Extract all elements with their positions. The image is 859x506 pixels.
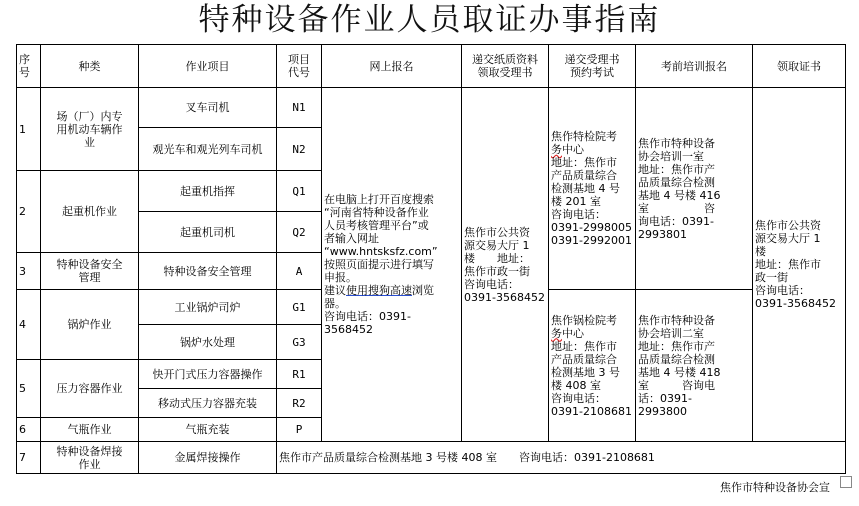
row-category: 特种设备安全 管理: [41, 253, 139, 290]
row-item: 金属焊接操作: [139, 442, 277, 474]
header-code: 项目 代号: [277, 45, 322, 88]
row-code: A: [277, 253, 322, 290]
table-row: [17, 442, 846, 474]
header-online: 网上报名: [322, 45, 462, 88]
row-seq: 5: [17, 360, 41, 418]
exam2-tail: 中心 地址：焦作市 产品质量综合 检测基地 3 号 楼 408 室 咨询电话： 0391-2108681: [551, 326, 632, 418]
exam1-mark: 务: [551, 143, 562, 156]
header-category: 种类: [41, 45, 139, 88]
row-seq: 7: [17, 442, 41, 474]
row-code: G1: [277, 290, 322, 325]
exam2-mark: 务: [551, 326, 562, 340]
header-submit: 递交纸质资料 领取受理书: [462, 45, 549, 88]
row-code: N2: [277, 128, 322, 171]
row-item: 起重机指挥: [139, 171, 277, 212]
training-cell-2: 焦作市特种设备 协会培训二室 地址：焦作市产 品质量综合检测 基地 4 号楼 418 室 咨询电 话：0391- 2993800: [636, 290, 753, 442]
exam1-tail: 中心 地址：焦作市 产品质量综合 检测基地 4 号 楼 201 室 咨询电话： 0391-2998005 0391-2992001: [551, 143, 632, 247]
row-code: R2: [277, 389, 322, 418]
page-title: 特种设备作业人员取证办事指南: [198, 2, 661, 38]
header-training: 考前培训报名: [636, 45, 753, 88]
certificate-cell: 焦作市公共资 源交易大厅 1 楼 地址：焦作市 政一街 咨询电话： 0391-3568452: [753, 88, 846, 442]
exam1-head: 焦作特检院考: [551, 130, 617, 143]
row-item-text: 快开门式压力容器操作: [152, 367, 263, 381]
row-item: 叉车司机: [139, 88, 277, 128]
browser-recommendation-link: 使用搜狗高速: [346, 284, 412, 297]
row-item: 锅炉水处理: [139, 325, 277, 360]
welding-contact-cell: 焦作市产品质量综合检测基地 3 号楼 408 室 咨询电话：0391-2108681: [277, 442, 846, 474]
submit-documents-cell: 焦作市公共资 源交易大厅 1 楼 地址： 焦作市政一街 咨询电话： 0391-3568452: [462, 88, 549, 442]
online-text-tail: 浏览 器。 咨询电话：0391- 3568452: [324, 284, 434, 336]
row-category: 场（厂）内专 用机动车辆作 业: [41, 88, 139, 171]
row-code: G3: [277, 325, 322, 360]
row-seq: 4: [17, 290, 41, 360]
exam-booking-cell-1: [549, 88, 636, 290]
row-category: 压力容器作业: [41, 360, 139, 418]
online-text: 在电脑上打开百度搜索 “河南省特种设备作业 人员考核管理平台”或 者输入网址 “www.hntsksfz.com” 按照页面提示进行填写 申报。 建议: [324, 193, 438, 297]
row-item: 观光车和观光列车司机: [139, 128, 277, 171]
header-row: [17, 45, 846, 88]
row-seq: 6: [17, 418, 41, 442]
row-seq: 1: [17, 88, 41, 171]
row-item: 气瓶充装: [139, 418, 277, 442]
row-category: 气瓶作业: [41, 418, 139, 442]
row-code: Q1: [277, 171, 322, 212]
header-cert: 领取证书: [753, 45, 846, 88]
checkbox-square: [840, 476, 852, 488]
training-cell-1: 焦作市特种设备 协会培训一室 地址：焦作市产 品质量综合检测 基地 4 号楼 416 室 咨 询电话：0391- 2993801: [636, 88, 753, 290]
row-item: [139, 360, 277, 389]
row-code: Q2: [277, 212, 322, 253]
row-category: 特种设备焊接 作业: [41, 442, 139, 474]
exam-booking-cell-2: [549, 290, 636, 442]
online-registration-cell: [322, 88, 462, 442]
row-code: N1: [277, 88, 322, 128]
row-code: R1: [277, 360, 322, 389]
header-seq: 序 号: [17, 45, 41, 88]
exam2-head: 焦作锅检院考: [551, 313, 617, 327]
row-category: 锅炉作业: [41, 290, 139, 360]
row-item: 特种设备安全管理: [139, 253, 277, 290]
row-item: 移动式压力容器充装: [139, 389, 277, 418]
row-seq: 2: [17, 171, 41, 253]
row-seq: 3: [17, 253, 41, 290]
footer-note: 焦作市特种设备协会宣: [720, 481, 830, 494]
header-exam: 递交受理书 预约考试: [549, 45, 636, 88]
row-category: 起重机作业: [41, 171, 139, 253]
table-row: [17, 88, 846, 128]
row-item: 起重机司机: [139, 212, 277, 253]
header-item: 作业项目: [139, 45, 277, 88]
row-item: 工业锅炉司炉: [139, 290, 277, 325]
guide-table: [16, 44, 846, 474]
row-code: P: [277, 418, 322, 442]
